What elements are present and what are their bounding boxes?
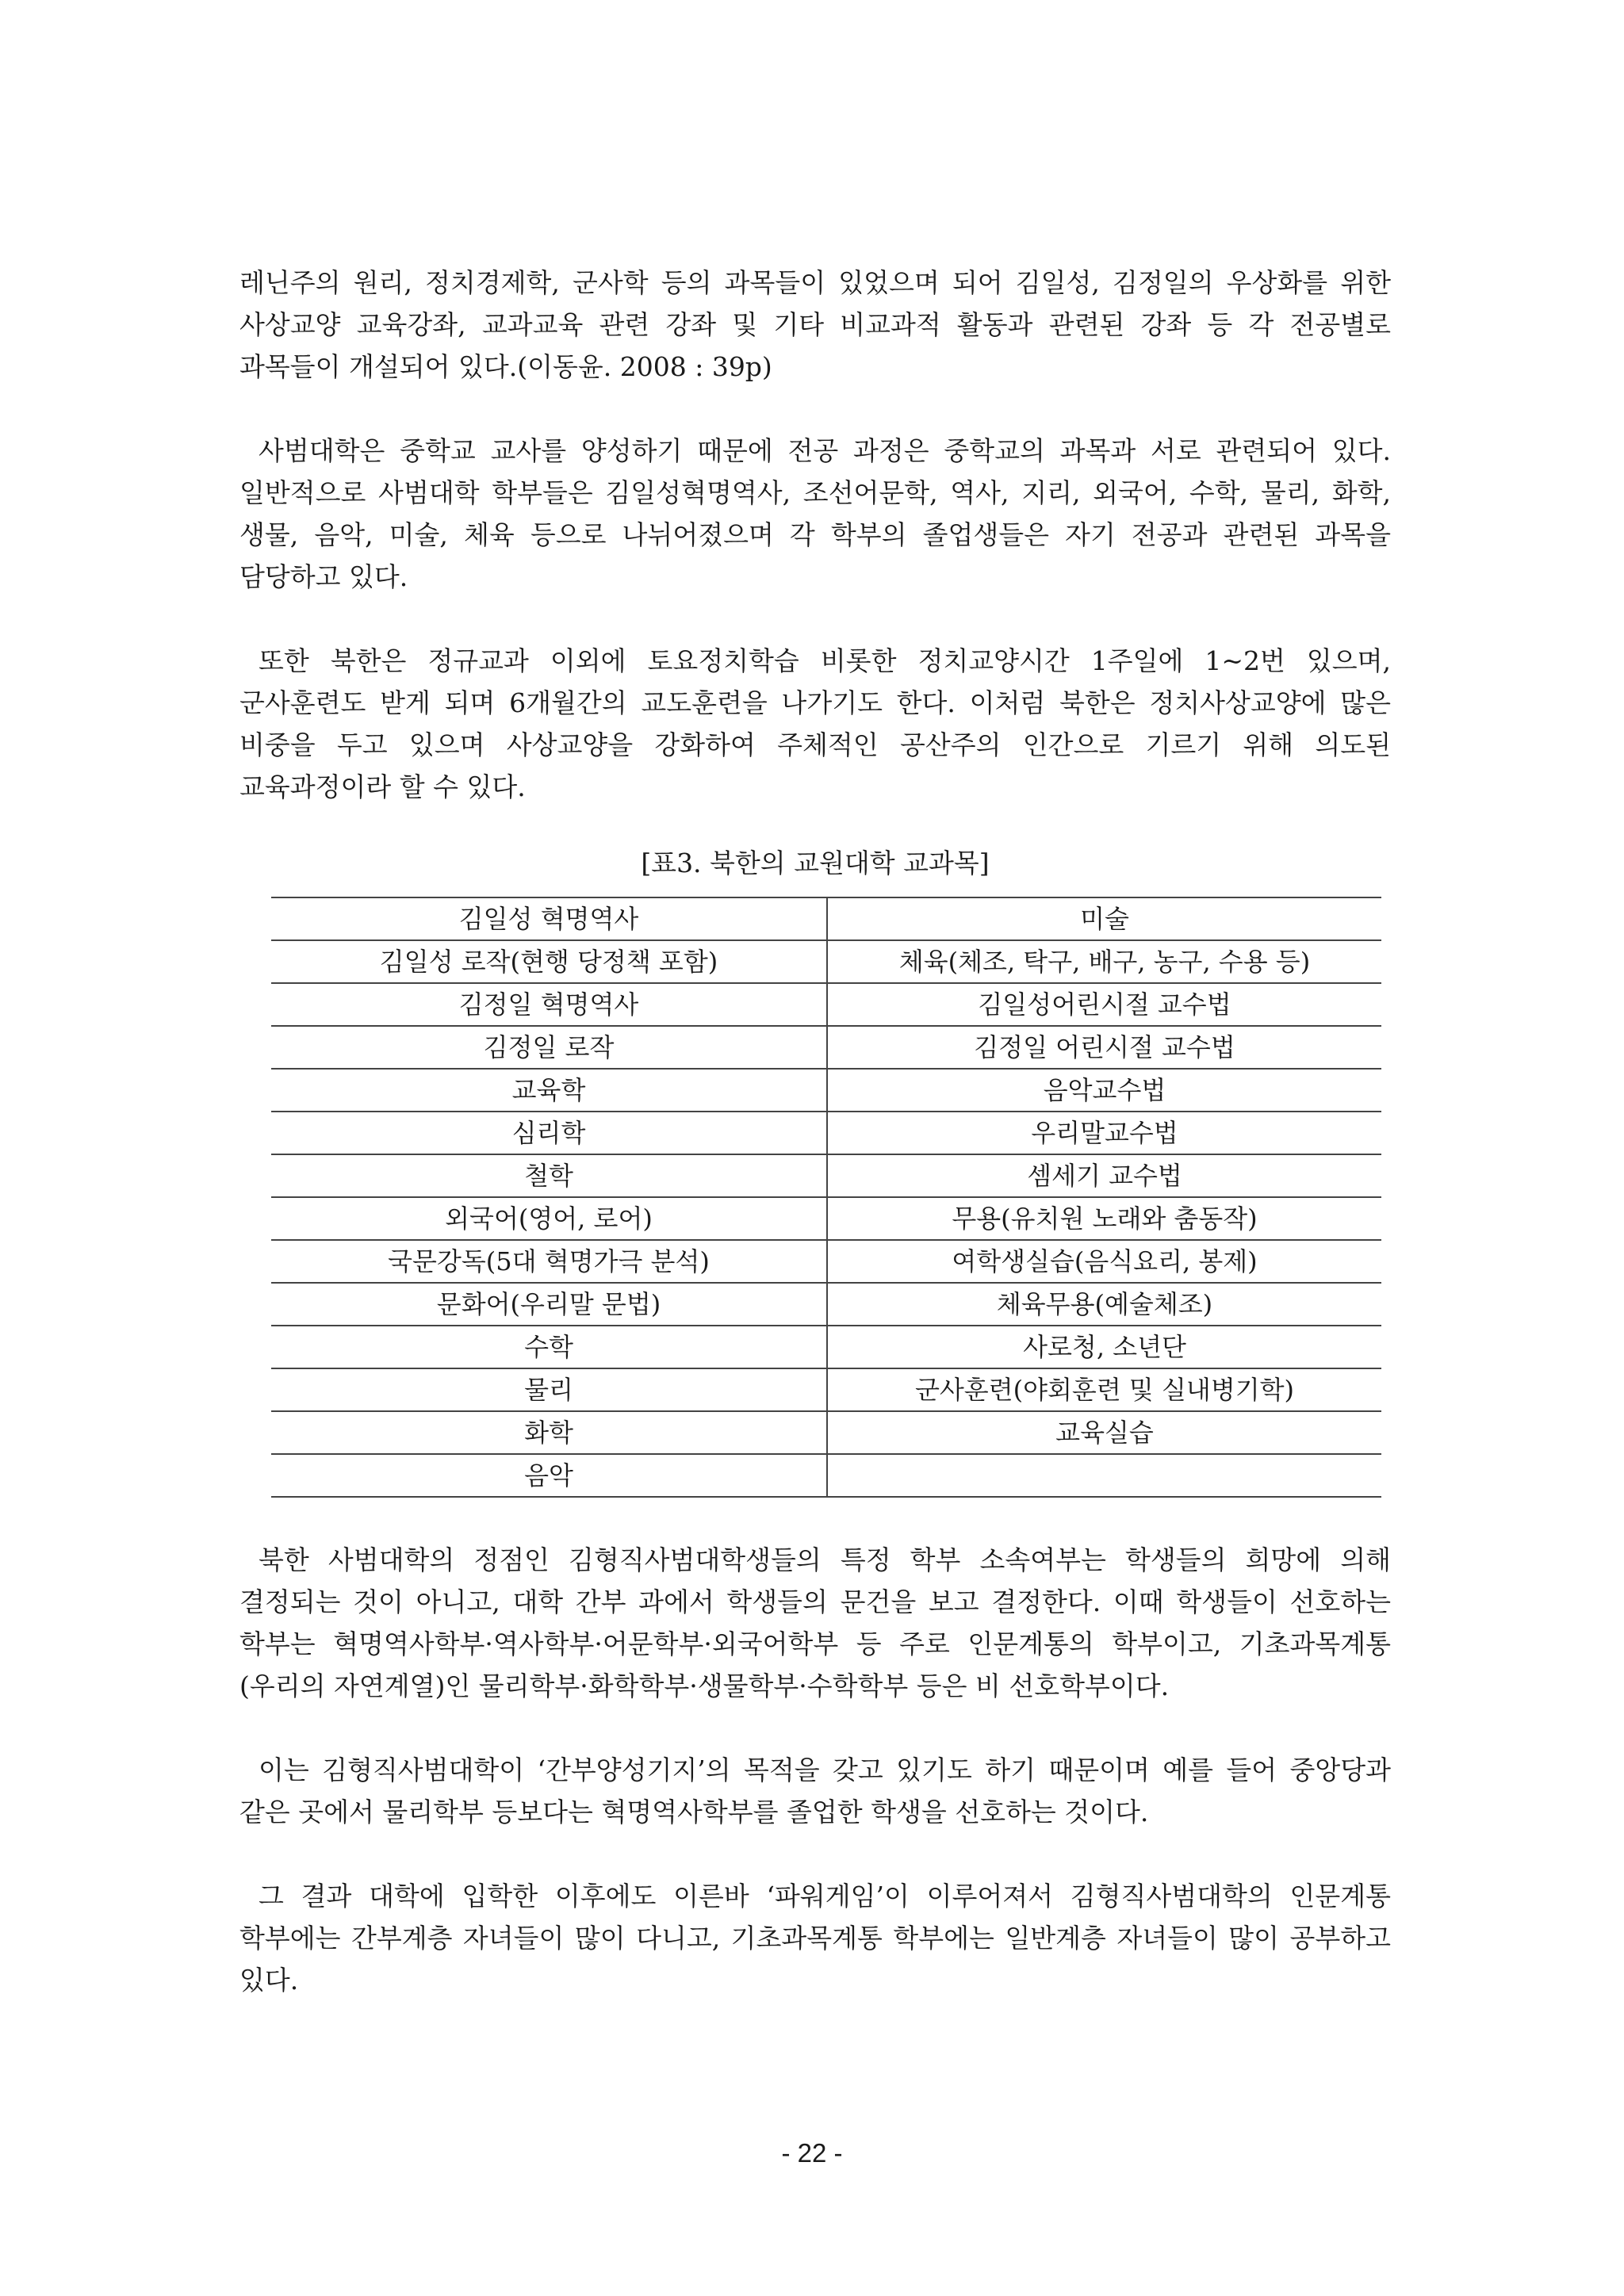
table-cell-right: 체육무용(예술체조) <box>827 1283 1381 1326</box>
paragraph-department-assignment: 북한 사범대학의 정점인 김형직사범대학생들의 특정 학부 소속여부는 학생들의 희망에 의해 결정되는 것이 아니고, 대학 간부 과에서 학생들의 문건을 보고 결정한다. 이때 학생들이 선호하는 학부는 혁명역사학부·역사학부·어문학부·외국어학부 등 주로 인문계통의 학부이고, 기초과목계통(우리의 자연계열)인 물리학부·화학학부·생물학부·수학학부 등은 비 선호학부이다. <box>239 1544 1391 1701</box>
paragraph-power-game: 그 결과 대학에 입학한 이후에도 이른바 ‘파워게임’이 이루어져서 김형직사범대학의 인문계통 학부에는 간부계층 자녀들이 많이 다니고, 기초과목계통 학부에는 일반계층 자녀들이 많이 공부하고 있다. <box>239 1881 1391 1996</box>
table-cell-left: 김일성 로작(현행 당정책 포함) <box>271 940 827 983</box>
table-cell-left: 음악 <box>271 1454 827 1497</box>
table-row <box>271 1326 1381 1368</box>
table-cell-right: 교육실습 <box>827 1411 1381 1454</box>
table-cell-left: 김일성 혁명역사 <box>271 897 827 940</box>
table-row <box>271 1197 1381 1240</box>
table-row <box>271 897 1381 940</box>
table-cell-right: 우리말교수법 <box>827 1112 1381 1154</box>
table-row <box>271 1154 1381 1197</box>
table-row <box>271 1112 1381 1154</box>
table-row <box>271 1026 1381 1069</box>
table-cell-right: 군사훈련(야회훈련 및 실내병기학) <box>827 1368 1381 1411</box>
table-cell-right: 미술 <box>827 897 1381 940</box>
table-cell-left: 철학 <box>271 1154 827 1197</box>
table-row <box>271 1283 1381 1326</box>
page-number: - 22 - <box>781 2138 843 2168</box>
table-cell-left: 외국어(영어, 로어) <box>271 1197 827 1240</box>
table-cell-right: 무용(유치원 노래와 춤동작) <box>827 1197 1381 1240</box>
table-row <box>271 1411 1381 1454</box>
table-cell-left: 국문강독(5대 혁명가극 분석) <box>271 1240 827 1283</box>
paragraph-curriculum-overview: 레닌주의 원리, 정치경제학, 군사학 등의 과목들이 있었으며 되어 김일성, 김정일의 우상화를 위한 사상교양 교육강좌, 교과교육 관련 강좌 및 기타 비교과적 활동과 관련된 강좌 등 각 전공별로 과목들이 개설되어 있다.(이동윤. 2008 : 39p) <box>239 267 1391 382</box>
table-cell-left: 심리학 <box>271 1112 827 1154</box>
table-cell-right: 김일성어린시절 교수법 <box>827 983 1381 1026</box>
post-table-section <box>239 1539 1391 2001</box>
document-page <box>239 262 1391 2001</box>
paragraph-cadre-training: 이는 김형직사범대학이 ‘간부양성기지’의 목적을 갖고 있기도 하기 때문이며 예를 들어 중앙당과 같은 곳에서 물리학부 등보다는 혁명역사학부를 졸업한 학생을 선호하는 것이다. <box>239 1755 1391 1827</box>
table-cell-left: 문화어(우리말 문법) <box>271 1283 827 1326</box>
table-cell-right: 사로청, 소년단 <box>827 1326 1381 1368</box>
table-cell-right: 김정일 어린시절 교수법 <box>827 1026 1381 1069</box>
table-cell-left: 수학 <box>271 1326 827 1368</box>
table-row <box>271 1240 1381 1283</box>
table-cell-right <box>827 1454 1381 1497</box>
table-cell-left: 화학 <box>271 1411 827 1454</box>
table-cell-left: 김정일 로작 <box>271 1026 827 1069</box>
table-cell-left: 김정일 혁명역사 <box>271 983 827 1026</box>
paragraph-political-education: 또한 북한은 정규교과 이외에 토요정치학습 비롯한 정치교양시간 1주일에 1~2번 있으며, 군사훈련도 받게 되며 6개월간의 교도훈련을 나가기도 한다. 이처럼 북한은 정치사상교양에 많은 비중을 두고 있으며 사상교양을 강화하여 주체적인 공산주의 인간으로 기르기 위해 의도된 교육과정이라 할 수 있다. <box>239 645 1391 802</box>
table-row <box>271 940 1381 983</box>
table-row <box>271 1069 1381 1112</box>
paragraph-teachers-college-majors: 사범대학은 중학교 교사를 양성하기 때문에 전공 과정은 중학교의 과목과 서로 관련되어 있다. 일반적으로 사범대학 학부들은 김일성혁명역사, 조선어문학, 역사, 지리, 외국어, 수학, 물리, 화학, 생물, 음악, 미술, 체육 등으로 나뉘어졌으며 각 학부의 졸업생들은 자기 전공과 관련된 과목을 담당하고 있다. <box>239 435 1391 592</box>
curriculum-table-wrapper <box>271 897 1381 1498</box>
table-row <box>271 983 1381 1026</box>
table-cell-left: 교육학 <box>271 1069 827 1112</box>
table-cell-right: 체육(체조, 탁구, 배구, 농구, 수용 등) <box>827 940 1381 983</box>
table-cell-left: 물리 <box>271 1368 827 1411</box>
table-cell-right: 셈세기 교수법 <box>827 1154 1381 1197</box>
table-caption: [표3. 북한의 교원대학 교과목] <box>641 848 990 878</box>
table-row <box>271 1454 1381 1497</box>
table-cell-right: 여학생실습(음식요리, 봉제) <box>827 1240 1381 1283</box>
table-cell-right: 음악교수법 <box>827 1069 1381 1112</box>
curriculum-table <box>271 897 1381 1498</box>
table-row <box>271 1368 1381 1411</box>
